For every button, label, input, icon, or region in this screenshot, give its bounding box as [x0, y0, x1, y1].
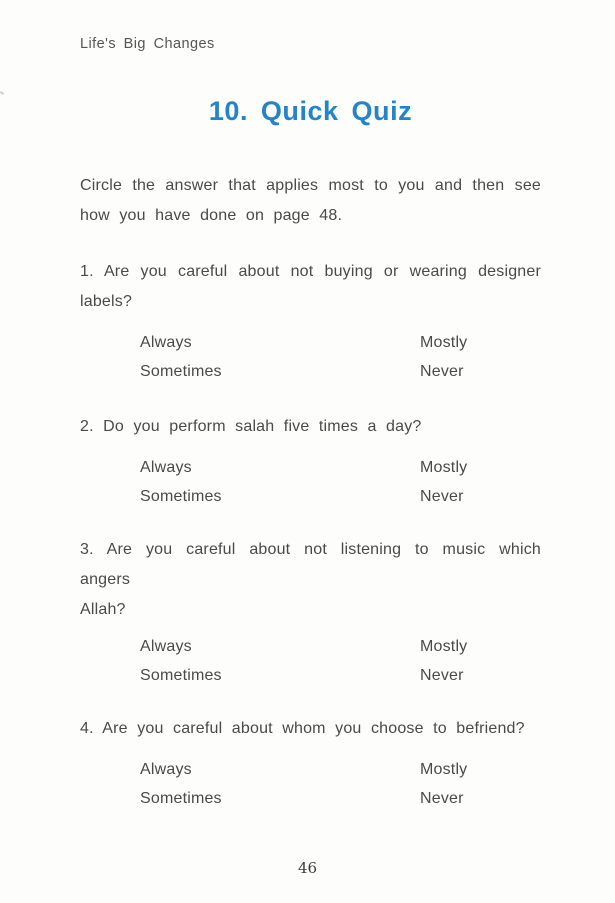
question-line: 1. Are you careful about not buying or wearing designer: [80, 263, 541, 280]
quiz-instructions: [80, 171, 541, 231]
option-never: Never: [420, 790, 464, 807]
answer-options: [80, 454, 541, 511]
option-always: Always: [140, 334, 192, 351]
option-never: Never: [420, 488, 464, 505]
option-always: Always: [140, 638, 192, 655]
question-text: [80, 257, 541, 317]
quiz-question-4: [80, 714, 541, 813]
option-sometimes: Sometimes: [140, 488, 222, 505]
option-never: Never: [420, 667, 464, 684]
running-header: Life's Big Changes: [80, 36, 215, 52]
option-always: Always: [140, 459, 192, 476]
answer-options: [80, 756, 541, 813]
question-line: labels?: [80, 293, 133, 310]
quiz-question-2: [80, 412, 541, 511]
instructions-line: how you have done on page 48.: [80, 207, 343, 224]
option-never: Never: [420, 363, 464, 380]
option-always: Always: [140, 761, 192, 778]
question-text: [80, 535, 541, 625]
page-number: 46: [297, 859, 318, 877]
answer-options: [80, 329, 541, 386]
option-sometimes: Sometimes: [140, 363, 222, 380]
page-title: 10. Quick Quiz: [208, 96, 413, 126]
option-mostly: Mostly: [420, 334, 468, 351]
option-mostly: Mostly: [420, 638, 468, 655]
scan-artifact: [0, 91, 4, 95]
option-sometimes: Sometimes: [140, 667, 222, 684]
answer-options: [80, 633, 541, 690]
question-text: [80, 714, 541, 744]
instructions-line: Circle the answer that applies most to you and then see: [80, 177, 541, 194]
question-line: 3. Are you careful about not listening to music which angers: [80, 541, 541, 588]
option-mostly: Mostly: [420, 761, 468, 778]
page-content: [80, 0, 541, 813]
quiz-question-3: [80, 535, 541, 690]
option-mostly: Mostly: [420, 459, 468, 476]
question-line: 4. Are you careful about whom you choose to befriend?: [80, 720, 525, 737]
question-line: Allah?: [80, 601, 126, 618]
quiz-question-1: [80, 257, 541, 386]
question-text: [80, 412, 541, 442]
question-line: 2. Do you perform salah five times a day?: [80, 418, 422, 435]
option-sometimes: Sometimes: [140, 790, 222, 807]
